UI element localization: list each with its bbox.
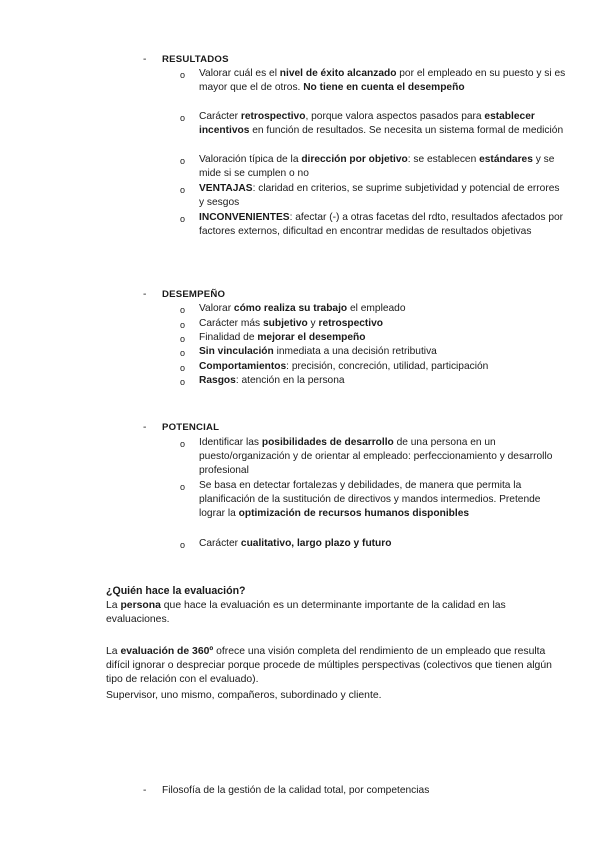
- bold-text: nivel de éxito alcanzado: [279, 68, 397, 79]
- sub-bullet: o: [180, 113, 186, 123]
- list-item: [199, 374, 567, 388]
- list-item: [199, 302, 567, 316]
- bold-text: subjetivo: [262, 318, 308, 329]
- text-run: y se mide si se cumplen o no: [199, 154, 555, 179]
- text-run: : atención en la persona: [235, 375, 345, 386]
- list-item: [199, 345, 567, 359]
- bold-text: cómo realiza su trabajo: [233, 303, 348, 314]
- list-item: [199, 537, 567, 551]
- text-run: Finalidad de: [199, 332, 258, 343]
- bold-text: VENTAJAS: [199, 183, 253, 194]
- bold-text: optimización de recursos humanos disponibles: [238, 508, 470, 519]
- list-item: [199, 436, 567, 478]
- list-item: [199, 479, 567, 521]
- sub-bullet: o: [180, 334, 186, 344]
- text-run: : claridad en criterios, se suprime subjetividad y potencial de errores y sesgos: [199, 183, 560, 208]
- list-item: [199, 317, 567, 331]
- text-run: La: [106, 600, 121, 611]
- sub-bullet: o: [180, 377, 186, 387]
- bold-text: persona: [120, 600, 161, 611]
- text-run: en función de resultados. Se necesita un sistema formal de medición: [249, 125, 564, 136]
- question-heading: ¿Quién hace la evaluación?: [106, 585, 246, 597]
- paragraph-evaluators: Supervisor, uno mismo, compañeros, subordinado y cliente.: [106, 690, 382, 701]
- bold-text: retrospectivo: [318, 318, 384, 329]
- text-run: ofrece una visión completa del rendimiento de un empleado que resulta difícil ignorar o despreciar porque procede de múltiples perspectivas (colectivos que tienen algún tipo de relación con el evaluado).: [106, 646, 552, 685]
- sub-bullet: o: [180, 363, 186, 373]
- dash-bullet: -: [143, 289, 147, 300]
- sub-bullet: o: [180, 482, 186, 492]
- bold-text: Sin vinculación: [199, 346, 274, 357]
- bold-text: mejorar el desempeño: [257, 332, 366, 343]
- text-run: y: [307, 318, 319, 329]
- text-run: inmediata a una decisión retributiva: [273, 346, 437, 357]
- sub-bullet: o: [180, 305, 186, 315]
- bold-text: No tiene en cuenta el desempeño: [303, 82, 465, 93]
- list-item-filosofia: Filosofía de la gestión de la calidad total, por competencias: [162, 785, 430, 796]
- bold-text: Rasgos: [199, 375, 236, 386]
- list-item: [199, 360, 567, 374]
- heading-potencial: POTENCIAL: [162, 422, 220, 433]
- heading-desempeno: DESEMPEÑO: [162, 289, 226, 300]
- text-run: La: [106, 646, 121, 657]
- bold-text: cualitativo, largo plazo y futuro: [240, 538, 392, 549]
- text-run: Identificar las: [199, 437, 262, 448]
- text-run: Valoración típica de la: [199, 154, 302, 165]
- text-run: : afectar (-) a otras facetas del rdto, resultados afectados por factores externos, dificultad en encontrar medidas de resultados objetivas: [199, 212, 564, 237]
- text-run: por el empleado en su puesto y si es mayor que el de otros.: [199, 68, 566, 93]
- sub-bullet: o: [180, 70, 186, 80]
- text-run: de una persona en un puesto/organización y de orientar al empleado: perfeccionamiento y desarrollo profesional: [199, 437, 553, 476]
- dash-bullet: -: [143, 785, 147, 796]
- text-run: Valorar: [199, 303, 234, 314]
- sub-bullet: o: [180, 439, 186, 449]
- dash-bullet: -: [143, 54, 147, 65]
- paragraph-persona: [106, 599, 566, 627]
- bold-text: establecer incentivos: [199, 111, 535, 136]
- text-run: : se establecen: [407, 154, 480, 165]
- text-run: Carácter más: [199, 318, 263, 329]
- bold-text: evaluación de 360º: [120, 646, 214, 657]
- sub-bullet: o: [180, 320, 186, 330]
- sub-bullet: o: [180, 540, 186, 550]
- bold-text: Comportamientos: [199, 361, 287, 372]
- text-run: Carácter: [199, 538, 241, 549]
- text-run: Se basa en detectar fortalezas y debilidades, de manera que permita la planificación de la sustitución de directivos y mandos intermedios. Pretende lograr la: [199, 480, 541, 519]
- bold-text: retrospectivo: [240, 111, 306, 122]
- text-run: que hace la evaluación es un determinante importante de la calidad en las evaluaciones.: [106, 600, 506, 625]
- heading-resultados: RESULTADOS: [162, 54, 229, 65]
- text-run: , porque valora aspectos pasados para: [305, 111, 485, 122]
- dash-bullet: -: [143, 422, 147, 433]
- bold-text: posibilidades de desarrollo: [261, 437, 394, 448]
- list-item: [199, 67, 567, 95]
- sub-bullet: o: [180, 214, 186, 224]
- bold-text: INCONVENIENTES: [199, 212, 290, 223]
- list-item: [199, 182, 567, 210]
- text-run: : precisión, concreción, utilidad, participación: [286, 361, 489, 372]
- bold-text: dirección por objetivo: [301, 154, 408, 165]
- text-run: Valorar cuál es el: [199, 68, 280, 79]
- bold-text: estándares: [479, 154, 533, 165]
- list-item: [199, 211, 567, 239]
- sub-bullet: o: [180, 348, 186, 358]
- text-run: el empleado: [347, 303, 406, 314]
- paragraph-360: [106, 645, 566, 687]
- text-run: Carácter: [199, 111, 241, 122]
- list-item: [199, 110, 567, 138]
- list-item: [199, 153, 567, 181]
- list-item: [199, 331, 567, 345]
- sub-bullet: o: [180, 156, 186, 166]
- sub-bullet: o: [180, 185, 186, 195]
